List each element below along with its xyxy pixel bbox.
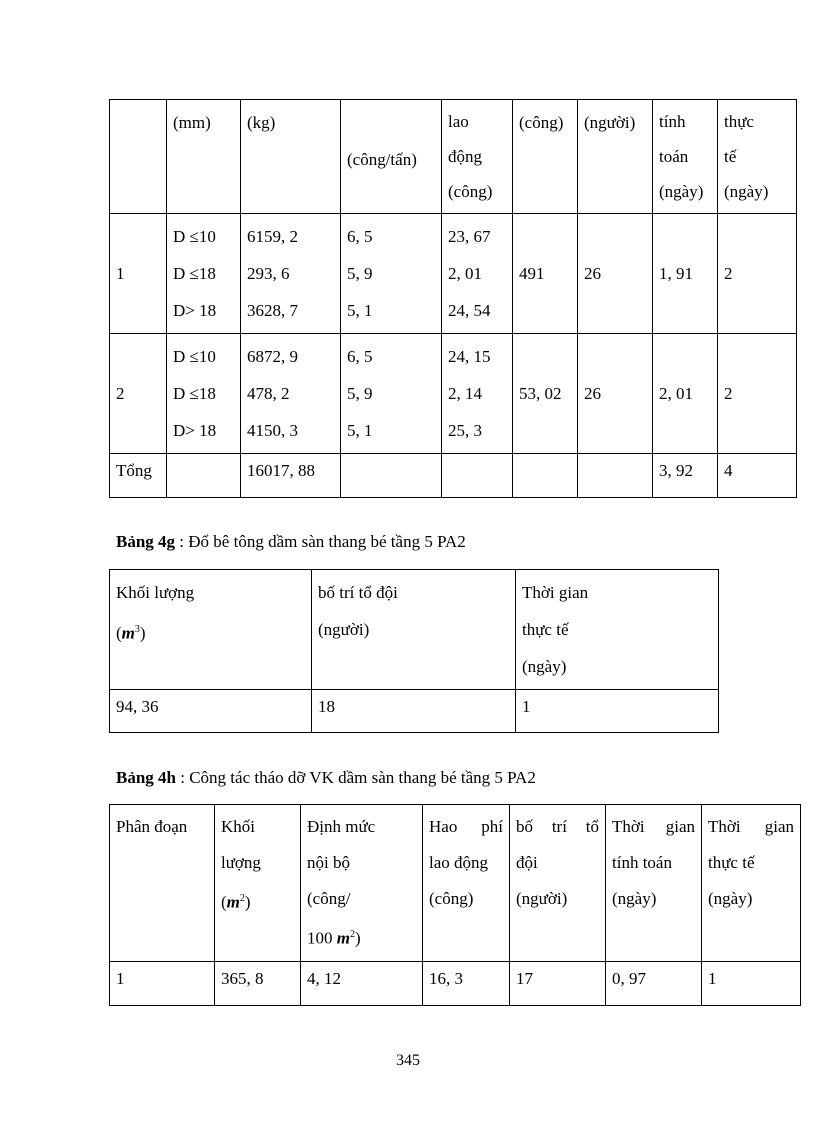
unit-symbol: m xyxy=(226,892,240,912)
caption-text: : Đổ bê tông dầm sàn thang bé tầng 5 PA2 xyxy=(175,532,466,551)
table-row xyxy=(110,334,797,454)
caption-label: Bảng 4h xyxy=(116,768,176,787)
header-cell: Phân đoạn xyxy=(110,805,215,962)
actual-time-cell: 2 xyxy=(718,214,797,334)
header-cell: (công/tấn) xyxy=(341,100,442,214)
header-cell: Thời gian thực tế (ngày) xyxy=(702,805,801,962)
weight-cell: 6159, 2 293, 6 3628, 7 xyxy=(241,214,341,334)
total-labor-cell: 53, 02 xyxy=(513,334,578,454)
header-cell: Thời gian thực tế (ngày) xyxy=(516,570,719,690)
caption-text: : Công tác tháo dỡ VK dầm sàn thang bé tầng 5 PA2 xyxy=(176,768,536,787)
rate-cell: 6, 5 5, 9 5, 1 xyxy=(341,334,442,454)
empty-cell xyxy=(442,454,513,498)
header-cell: thực tế (ngày) xyxy=(718,100,797,214)
sum-weight-cell: 16017, 88 xyxy=(241,454,341,498)
header-cell: (người) xyxy=(578,100,653,214)
caption-label: Bảng 4g xyxy=(116,532,176,551)
header-cell: bố trí tổ đội (người) xyxy=(510,805,606,962)
header-cell: tính toán (ngày) xyxy=(653,100,718,214)
table-header-row xyxy=(110,570,719,690)
labor-cell: 16, 3 xyxy=(423,961,510,1005)
volume-cell: 94, 36 xyxy=(110,690,312,733)
people-cell: 26 xyxy=(578,334,653,454)
sum-row xyxy=(110,454,797,498)
empty-cell xyxy=(341,454,442,498)
norm-cell: 4, 12 xyxy=(301,961,423,1005)
rebar-table xyxy=(109,99,797,498)
header-cell: Hao phí lao động (công) xyxy=(423,805,510,962)
sum-calc-cell: 3, 92 xyxy=(653,454,718,498)
diameter-cell: D ≤10 D ≤18 D> 18 xyxy=(167,334,241,454)
table-header-row xyxy=(110,100,797,214)
header-cell xyxy=(110,100,167,214)
people-cell: 26 xyxy=(578,214,653,334)
team-cell: 18 xyxy=(312,690,516,733)
labor-cell: 24, 15 2, 14 25, 3 xyxy=(442,334,513,454)
empty-cell xyxy=(513,454,578,498)
table-row xyxy=(110,690,719,733)
header-cell: lao động (công) xyxy=(442,100,513,214)
total-labor-cell: 491 xyxy=(513,214,578,334)
labor-cell: 23, 67 2, 01 24, 54 xyxy=(442,214,513,334)
weight-cell: 6872, 9 478, 2 4150, 3 xyxy=(241,334,341,454)
header-cell: bố trí tổ đội (người) xyxy=(312,570,516,690)
table-4g-caption xyxy=(116,532,466,552)
empty-cell xyxy=(167,454,241,498)
sum-actual-cell: 4 xyxy=(718,454,797,498)
actual-time-cell: 2 xyxy=(718,334,797,454)
unit-symbol: m xyxy=(336,928,350,948)
actual-time-cell: 1 xyxy=(702,961,801,1005)
calc-time-cell: 1, 91 xyxy=(653,214,718,334)
sum-label-cell: Tổng xyxy=(110,454,167,498)
table-row xyxy=(110,214,797,334)
table-row xyxy=(110,961,801,1005)
header-cell: Khối lượng $(m^3)$ xyxy=(110,570,312,690)
rate-cell: 6, 5 5, 9 5, 1 xyxy=(341,214,442,334)
header-cell: Khối lượng $(m^2)$ xyxy=(215,805,301,962)
header-cell: (mm) xyxy=(167,100,241,214)
header-cell: (công) xyxy=(513,100,578,214)
page-number: 345 xyxy=(396,1052,420,1069)
area-cell: 365, 8 xyxy=(215,961,301,1005)
table-4h-caption xyxy=(116,768,536,788)
segment-cell: 1 xyxy=(110,214,167,334)
header-cell: Định mức nội bộ (công/ 100 $m^2$) xyxy=(301,805,423,962)
unit-symbol: m xyxy=(121,623,135,643)
formwork-table xyxy=(109,804,801,1006)
calc-time-cell: 2, 01 xyxy=(653,334,718,454)
time-cell: 1 xyxy=(516,690,719,733)
team-cell: 17 xyxy=(510,961,606,1005)
calc-time-cell: 0, 97 xyxy=(606,961,702,1005)
diameter-cell: D ≤10 D ≤18 D> 18 xyxy=(167,214,241,334)
table-header-row xyxy=(110,805,801,962)
header-cell: Thời gian tính toán (ngày) xyxy=(606,805,702,962)
concrete-table xyxy=(109,569,719,733)
segment-cell: 1 xyxy=(110,961,215,1005)
empty-cell xyxy=(578,454,653,498)
header-cell: (kg) xyxy=(241,100,341,214)
segment-cell: 2 xyxy=(110,334,167,454)
